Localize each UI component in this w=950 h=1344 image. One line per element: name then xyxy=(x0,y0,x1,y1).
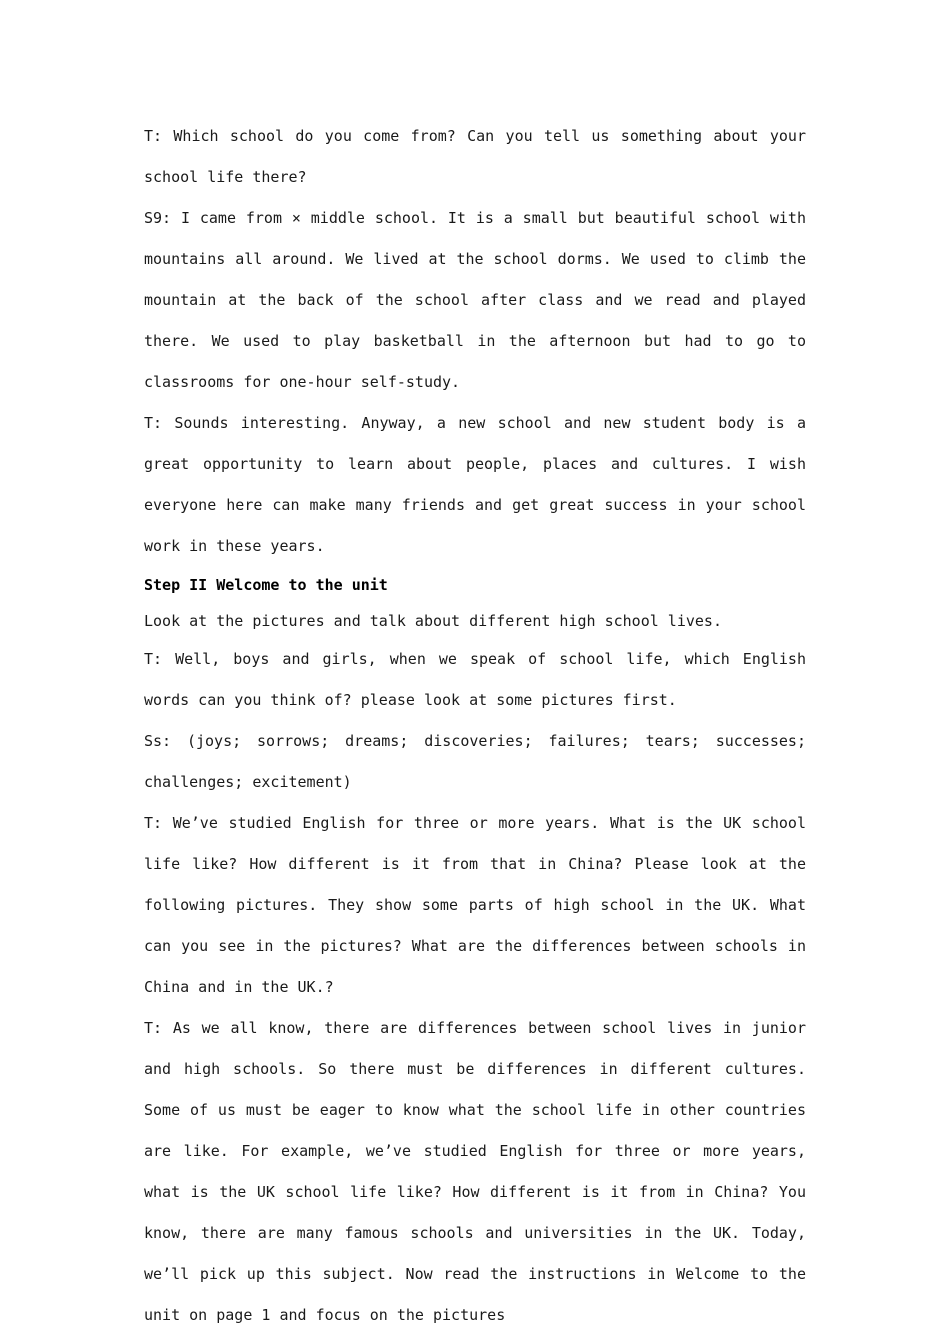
paragraph-teacher-question: T: Which school do you come from? Can you tell us something about your school life there? xyxy=(144,127,806,186)
paragraph-teacher-words-prompt: T: Well, boys and girls, when we speak of school life, which English words can you think of? please look at some pictures first. xyxy=(144,650,806,709)
document-body xyxy=(144,116,806,1336)
paragraph-instruction: Look at the pictures and talk about different high school lives. xyxy=(144,612,722,630)
paragraph-teacher-differences: T: As we all know, there are differences between school lives in junior and high schools. So there must be differences in different cultures. Some of us must be eager to know what the school life in other countries are like. For example, we’ve studied English for three or more years, what is the UK school life like? How different is it from in China? You know, there are many famous schools and universities in the UK. Today, we’ll pick up this subject. Now read the instructions in Welcome to the unit on page 1 and focus on the pictures xyxy=(144,1019,806,1324)
paragraph-teacher-response: T: Sounds interesting. Anyway, a new school and new student body is a great opportunity to learn about people, places and cultures. I wish everyone here can make many friends and get great success in your school work in these years. xyxy=(144,414,806,555)
paragraph-teacher-uk-school: T: We’ve studied English for three or more years. What is the UK school life like? How different is it from that in China? Please look at the following pictures. They show some parts of high school in the UK. What can you see in the pictures? What are the differences between schools in China and in the UK.? xyxy=(144,814,806,996)
paragraph-students-words: Ss: (joys; sorrows; dreams; discoveries; failures; tears; successes; challenges; excitement) xyxy=(144,732,806,791)
section-heading-step-ii: Step II Welcome to the unit xyxy=(144,576,388,594)
paragraph-student-answer: S9: I came from × middle school. It is a small but beautiful school with mountains all around. We lived at the school dorms. We used to climb the mountain at the back of the school after class and we read and played there. We used to play basketball in the afternoon but had to go to classrooms for one-hour self-study. xyxy=(144,209,806,391)
